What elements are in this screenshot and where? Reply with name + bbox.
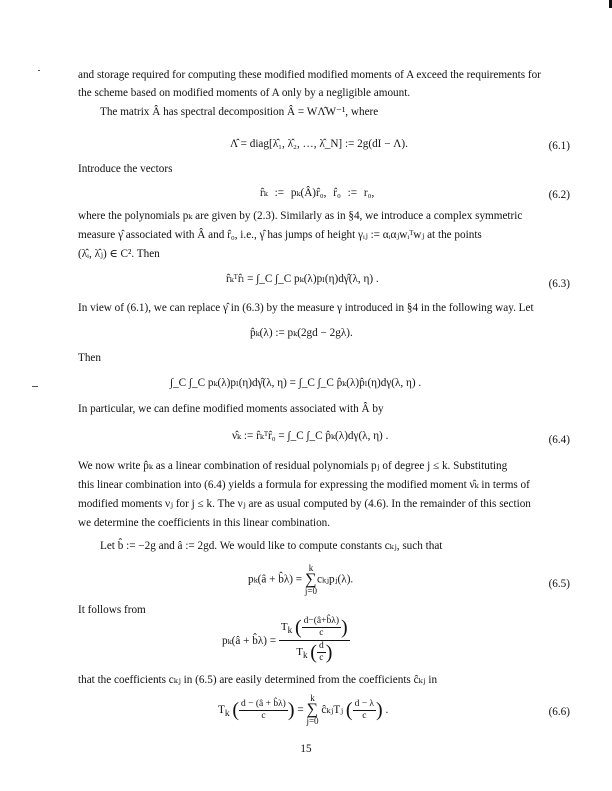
subscript-k: k — [224, 708, 230, 719]
paragraph-line: Introduce the vectors — [78, 163, 173, 175]
follow-fraction-denominator — [279, 641, 350, 666]
paragraph-line: Then — [78, 352, 101, 364]
paragraph-line: and storage required for computing these modified modified moments of A exceed the requirements for — [78, 69, 541, 81]
equation-then: ∫_C ∫_C pₖ(λ)pₗ(η)dγ̂(λ, η) = ∫_C ∫_C p̂ₖ(λ)p̂ₗ(η)dγ(λ, η) . — [170, 377, 422, 389]
paragraph-line: modified moments νⱼ for j ≤ k. The νⱼ are as usual computed by (4.6). In the remainder of this section — [78, 498, 531, 510]
paragraph-line: In particular, we can define modified moments associated with Â by — [78, 403, 384, 415]
paragraph-line: In view of (6.1), we can replace γ̂ in (6.3) by the measure γ introduced in §4 in the following way. Let — [78, 302, 534, 314]
paren-close: ) — [287, 699, 295, 721]
summation-symbol — [306, 694, 318, 726]
equation-phat: p̂ₖ(λ) := pₖ(2gd − 2gλ). — [250, 327, 353, 339]
inner-denominator: c — [319, 628, 324, 638]
follow-fraction — [279, 616, 350, 666]
sum-lower: j=0 — [304, 586, 317, 596]
chebyshev-t: T — [218, 704, 225, 716]
paragraph-line: We now write p̂ₖ as a linear combination of residual polynomials pⱼ of degree j ≤ k. Substituting — [78, 460, 508, 472]
equation-6-6 — [218, 694, 388, 726]
rhs-numerator: d − λ — [354, 698, 375, 709]
equation-6-1: Λ̂ = diag[λ̂₁, λ̂₂, …, λ̂_N] := 2g(dI − Λ). — [230, 138, 408, 150]
paragraph-line: where the polynomials pₖ are given by (2.3). Similarly as in §4, we introduce a complex symmetric — [78, 210, 523, 222]
equals-sign: = — [297, 704, 304, 716]
equation-6-5 — [248, 564, 353, 596]
equation-number: (6.1) — [548, 140, 570, 152]
page-number: 15 — [300, 743, 312, 755]
paren-open: ( — [345, 699, 353, 721]
inner-fraction — [302, 616, 341, 639]
follow-fraction-numerator — [279, 616, 350, 641]
paragraph-line: that the coefficients cₖⱼ in (6.5) are easily determined from the coefficients ĉₖⱼ in — [78, 674, 438, 686]
inner-denominator: c — [319, 653, 324, 664]
rhs-fraction — [353, 699, 376, 722]
paragraph-line: this linear combination into (6.4) yields a formula for expressing the modified moment ν̂ₖ in terms of — [78, 479, 530, 491]
paragraph-line: Let b̂ := −2g and â := 2gd. We would like to compute constants cₖⱼ, such that — [100, 540, 443, 552]
equation-number: (6.2) — [548, 189, 570, 201]
paren-open: ( — [232, 699, 239, 721]
equation-number: (6.6) — [548, 706, 570, 718]
paragraph-line: It follows from — [78, 604, 146, 616]
paragraph-line: (λ̂ᵢ, λ̂ⱼ) ∈ C². Then — [78, 248, 160, 260]
sum-upper: k — [310, 693, 315, 703]
chebyshev-t: T — [280, 621, 288, 634]
sigma-glyph: ∑ — [306, 701, 319, 718]
rhs-denominator: c — [362, 710, 367, 721]
paren-open: ( — [294, 616, 302, 639]
paragraph-line: we determine the coefficients in this linear combination. — [78, 517, 331, 529]
paren-open: ( — [310, 641, 317, 664]
equation-number: (6.5) — [548, 578, 570, 590]
paragraph-line: the scheme based on modified moments of A only by a negligible amount. — [78, 87, 411, 99]
equation-6-3: r̂ₖᵀr̂ₗ = ∫_C ∫_C pₖ(λ)pₗ(η)dγ̂(λ, η) . — [226, 273, 379, 285]
equation-6-2: r̂ₖ := pₖ(Â)r̂₀, r̂₀ := r₀, — [260, 187, 375, 199]
sum-lower: j=0 — [306, 716, 319, 726]
eq65-rhs: cₖⱼpⱼ(λ). — [317, 573, 354, 586]
paren-close: ) — [341, 616, 348, 639]
subscript-k: k — [287, 625, 293, 636]
equation-6-4: ν̂ₖ := r̂ₖᵀr̂₀ = ∫_C ∫_C p̂ₖ(λ)dγ(λ, η) . — [232, 430, 389, 442]
chebyshev-t: T — [296, 646, 303, 659]
lhs-numerator: d − (â + b̂λ) — [240, 698, 286, 709]
summation-symbol — [305, 564, 317, 596]
trailing-period: . — [382, 704, 389, 716]
paragraph-line: The matrix Â has spectral decomposition Â = WΛ̂W⁻¹, where — [100, 106, 379, 118]
paren-close: ) — [376, 699, 383, 721]
eq66-rhs: ĉₖⱼTⱼ — [321, 704, 344, 716]
paragraph-line: measure γ̂ associated with Â and r̂₀, i.e., γ̂ has jumps of height γᵢⱼ := αᵢαⱼwᵢᵀwⱼ at the points — [78, 229, 482, 241]
subscript-k: k — [302, 650, 308, 661]
eq65-lhs: pₖ(â + b̂λ) = — [248, 573, 305, 586]
lhs-fraction — [239, 699, 288, 722]
equation-follow — [222, 616, 350, 666]
lhs-denominator: c — [261, 710, 266, 721]
equation-number: (6.4) — [548, 434, 570, 446]
margin-mark-mid — [32, 386, 38, 387]
inner-fraction — [317, 641, 326, 664]
margin-mark-top — [38, 70, 40, 71]
paren-close: ) — [325, 641, 333, 664]
equation-number: (6.3) — [548, 278, 570, 290]
follow-lhs: pₖ(â + b̂λ) = — [222, 635, 277, 648]
inner-numerator: d−(â+b̂λ) — [303, 616, 340, 626]
inner-numerator: d — [318, 641, 324, 652]
sum-upper: k — [308, 563, 314, 573]
sigma-glyph: ∑ — [305, 571, 317, 588]
